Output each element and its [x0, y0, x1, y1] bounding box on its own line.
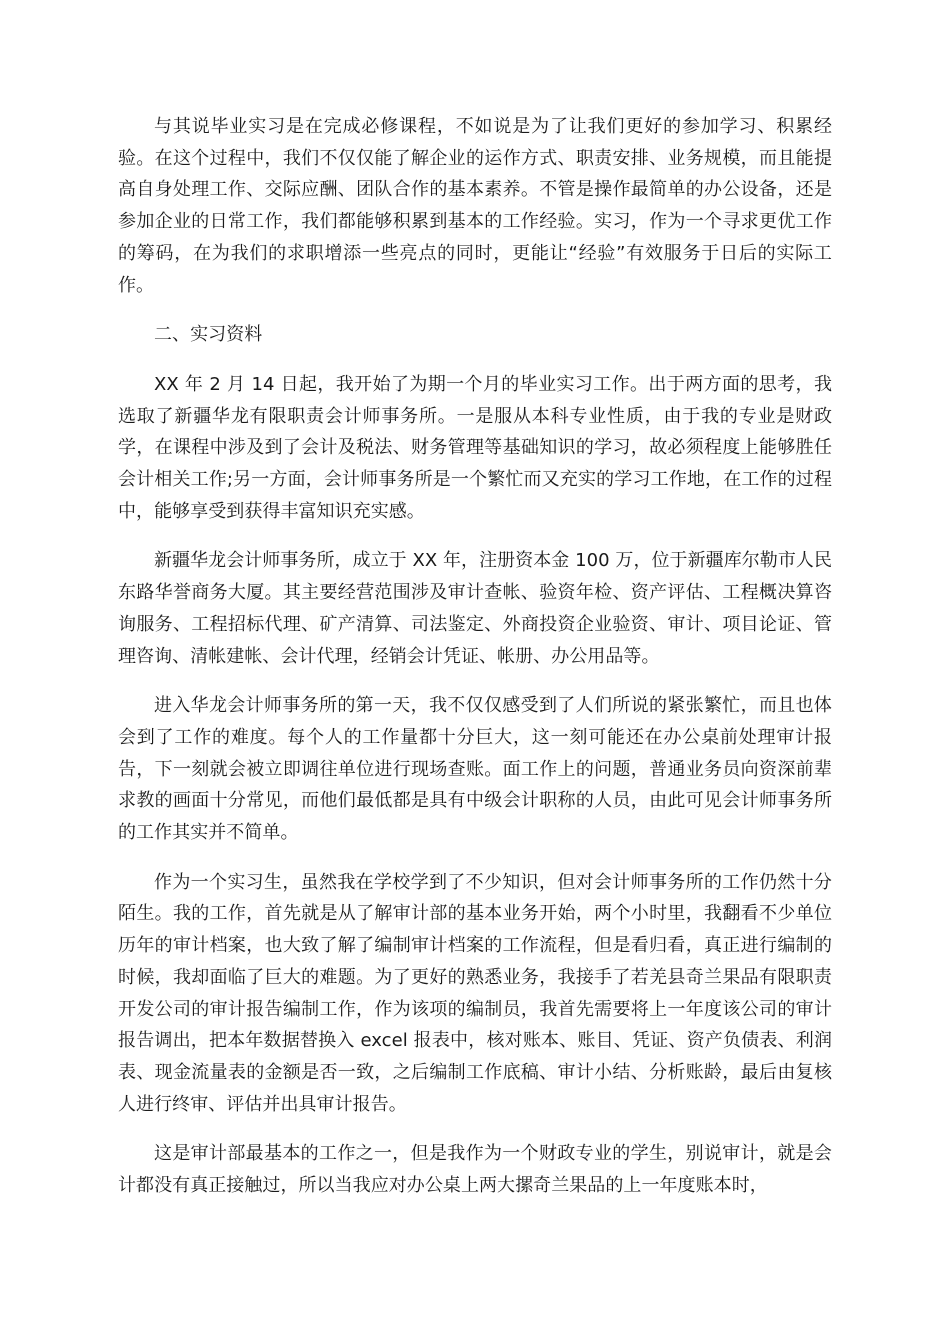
paragraph-work-process: 作为一个实习生，虽然我在学校学到了不少知识，但对会计师事务所的工作仍然十分陌生。我的工作，首先就是从了解审计部的基本业务开始，两个小时里，我翻看不少单位历年的审计档案，也大致了解了编制审计档案的工作流程，但是看归看，真正进行编制的时候，我却面临了巨大的难题。为了更好的熟悉业务，我接手了若羌县奇兰果品有限职责开发公司的审计报告编制工作，作为该项的编制员，我首先需要将上一年度该公司的审计报告调出，把本年数据替换入 excel 报表中，核对账本、账目、凭证、资产负债表、利润表、现金流量表的金额是否一致，之后编制工作底稿、审计小结、分析账龄，最后由复核人进行终审、评估并出具审计报告。 — [118, 871, 832, 1115]
paragraph-audit-basics: 这是审计部最基本的工作之一，但是我作为一个财政专业的学生，别说审计，就是会计都没有真正接触过，所以当我应对办公桌上两大摞奇兰果品的上一年度账本时， — [118, 1143, 832, 1197]
paragraph-first-day: 进入华龙会计师事务所的第一天，我不仅仅感受到了人们所说的紧张繁忙，而且也体会到了工作的难度。每个人的工作量都十分巨大，这一刻可能还在办公桌前处理审计报告，下一刻就会被立即调往单位进行现场查账。面工作上的问题，普通业务员向资深前辈求教的画面十分常见，而他们最低都是具有中级会计职称的人员，由此可见会计师事务所的工作其实并不简单。 — [118, 695, 832, 844]
paragraph-internship-start: XX 年 2 月 14 日起，我开始了为期一个月的毕业实习工作。出于两方面的思考，我选取了新疆华龙有限职责会计师事务所。一是服从本科专业性质，由于我的专业是财政学，在课程中涉及到了会计及税法、财务管理等基础知识的学习，故必须程度上能够胜任会计相关工作;另一方面，会计师事务所是一个繁忙而又充实的学习工作地，在工作的过程中，能够享受到获得丰富知识充实感。 — [118, 373, 832, 522]
section-heading: 二、实习资料 — [154, 324, 263, 346]
paragraph-intro: 与其说毕业实习是在完成必修课程，不如说是为了让我们更好的参加学习、积累经验。在这个过程中，我们不仅仅能了解企业的运作方式、职责安排、业务规模，而且能提高自身处理工作、交际应酬、团队合作的基本素养。不管是操作最简单的办公设备，还是参加企业的日常工作，我们都能够积累到基本的工作经验。实习，作为一个寻求更优工作的筹码，在为我们的求职增添一些亮点的同时，更能让“经验”有效服务于日后的实际工作。 — [118, 116, 832, 296]
paragraph-firm-profile: 新疆华龙会计师事务所，成立于 XX 年，注册资本金 100 万，位于新疆库尔勒市人民东路华誉商务大厦。其主要经营范围涉及审计查帐、验资年检、资产评估、工程概决算咨询服务、工程招标代理、矿产清算、司法鉴定、外商投资企业验资、审计、项目论证、管理咨询、清帐建帐、会计代理，经销会计凭证、帐册、办公用品等。 — [118, 550, 833, 667]
